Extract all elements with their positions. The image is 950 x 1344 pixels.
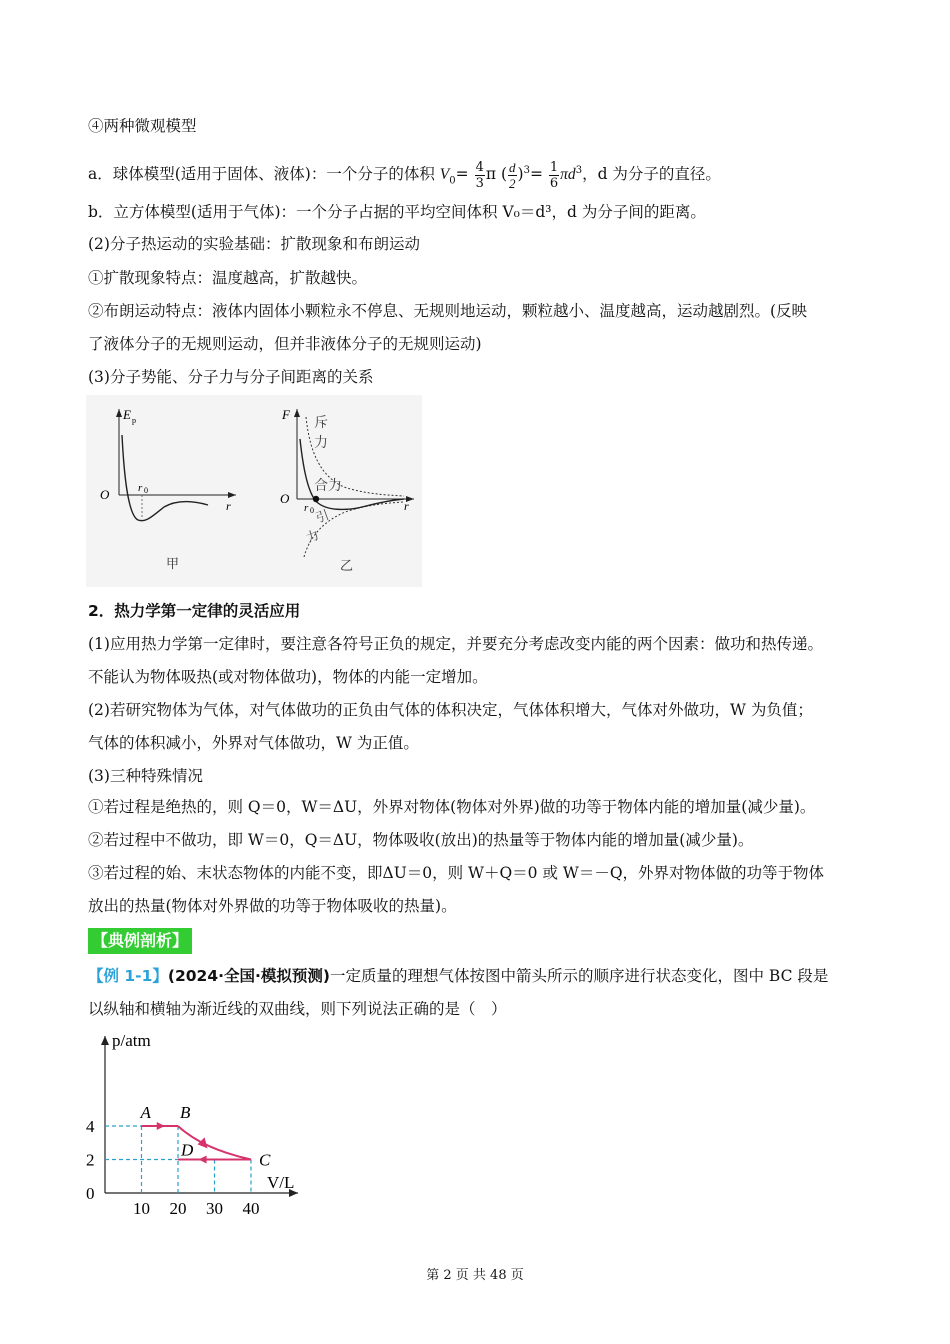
- pv-origin-label: 0: [86, 1184, 95, 1203]
- point-label-a: A: [140, 1103, 151, 1122]
- molecular-force-svg: [86, 395, 422, 587]
- f-r0-subscript: 0: [310, 506, 314, 515]
- sphere-model-prefix: a．球体模型(适用于固体、液体)：一个分子的体积: [88, 165, 435, 184]
- ep-r0-subscript: 0: [144, 486, 148, 495]
- f-caption: 乙: [340, 559, 354, 574]
- special-case-adiabatic: ①若过程是绝热的，则 Q＝0，W＝ΔU，外界对物体(物体对外界)做的功等于物体内能的增加量(减少量)。: [88, 798, 816, 816]
- f-x-label: r: [404, 499, 409, 513]
- ep-x-arrow: [228, 492, 236, 498]
- first-law-p1-line1: (1)应用热力学第一定律时，要注意各符号正负的规定，并要充分考虑改变内能的两个因素：做功和热传递。: [88, 635, 823, 653]
- ep-y-arrow: [116, 409, 122, 417]
- sphere-model-tail: ，d 为分子的直径。: [582, 165, 721, 184]
- brownian-feature-line1: ②布朗运动特点：液体内固体小颗粒永不停息、无规则地运动，颗粒越小、温度越高，运动越剧烈。(反映: [88, 302, 808, 320]
- repulsion-label-1: 斥: [314, 415, 328, 431]
- first-law-p2-line1: (2)若研究物体为气体，对气体做功的正负由气体的体积决定，气体体积增大，气体对外做功，W 为负值；: [88, 701, 813, 719]
- page-footer: 第 2 页 共 48 页: [426, 1268, 524, 1283]
- attraction-label-1: 引: [313, 508, 332, 527]
- example-question-line1: [88, 966, 828, 986]
- f-y-label: F: [282, 407, 290, 422]
- potential-force-heading: (3)分子势能、分子力与分子间距离的关系: [88, 368, 374, 386]
- cube-exponent: 3: [523, 165, 530, 176]
- pv-chart: [80, 1028, 320, 1218]
- ep-caption: 甲: [166, 557, 180, 572]
- resultant-label: 合力: [314, 478, 342, 494]
- fraction-four-thirds: $\frac{4}{3}$: [475, 159, 484, 191]
- pi-d-term: πd: [560, 166, 576, 184]
- special-case-constant-energy-line2: 放出的热量(物体对外界做的功等于物体吸收的热量)。: [88, 897, 457, 915]
- repulsion-label-2: 力: [314, 435, 328, 451]
- first-law-title: 2．热力学第一定律的灵活应用: [88, 602, 301, 620]
- molecular-force-figure: [86, 395, 422, 587]
- ep-y-label: E: [123, 407, 131, 422]
- pv-y-label: p/atm: [112, 1031, 151, 1050]
- pv-x-label: V/L: [267, 1173, 295, 1192]
- ep-origin: O: [100, 487, 110, 502]
- point-label-c: C: [259, 1150, 271, 1170]
- fraction-one-sixth: $\frac{1}{6}$: [549, 159, 559, 191]
- equals-sign-2: =: [529, 165, 543, 184]
- r0-point: [313, 496, 319, 502]
- ep-y-subscript: p: [132, 416, 136, 425]
- x-tick-label: 20: [169, 1199, 187, 1218]
- special-case-no-work: ②若过程中不做功，即 W＝0，Q＝ΔU，物体吸收(放出)的热量等于物体内能的增加量(减少量)。: [88, 831, 754, 849]
- example-text-a: 一定质量的理想气体按图中箭头所示的顺序进行状态变化，图中 BC 段是: [330, 967, 829, 985]
- fraction-d-over-2: $\frac{d}{2}$: [509, 159, 516, 191]
- brownian-heading: (2)分子热运动的实验基础：扩散现象和布朗运动: [88, 235, 420, 253]
- example-source: (2024·全国·模拟预测): [167, 967, 330, 985]
- cube-model-line: b．立方体模型(适用于气体)：一个分子占据的平均空间体积 V₀＝d³，d 为分子间的距离。: [88, 203, 706, 221]
- brownian-feature-line2: 了液体分子的无规则运动，但并非液体分子的无规则运动): [88, 335, 482, 353]
- y-tick-label: 4: [86, 1117, 95, 1136]
- diffusion-feature: ①扩散现象特点：温度越高，扩散越快。: [88, 269, 368, 287]
- volume-symbol: V: [439, 166, 450, 184]
- attraction-label-2: 力: [303, 528, 322, 547]
- f-r0-label: r: [304, 502, 309, 514]
- y-tick-label: 2: [86, 1150, 95, 1170]
- f-origin: O: [280, 491, 290, 506]
- special-case-constant-energy-line1: ③若过程的始、末状态物体的内能不变，即ΔU＝0，则 W＋Q＝0 或 W＝－Q，外界对物体做的功等于物体: [88, 864, 825, 882]
- ep-r0-label: r: [138, 482, 143, 494]
- example-section-heading: 【典例剖析】: [88, 928, 192, 954]
- first-law-p2-line2: 气体的体积减小，外界对气体做功，W 为正值。: [88, 734, 419, 752]
- ep-curve: [122, 435, 208, 521]
- arrow-bc: [198, 1137, 208, 1148]
- d-cube-exponent: 3: [575, 165, 583, 176]
- x-tick-label: 30: [206, 1199, 223, 1218]
- arrow-cd: [199, 1156, 207, 1164]
- first-law-p1-line2: 不能认为物体吸热(或对物体做功)，物体的内能一定增加。: [88, 668, 488, 686]
- ep-x-label: r: [226, 499, 231, 513]
- f-y-arrow: [294, 409, 300, 417]
- pi-symbol: π: [485, 165, 497, 184]
- equals-sign: =: [455, 165, 469, 184]
- pv-y-arrow: [101, 1036, 109, 1045]
- x-tick-label: 10: [133, 1199, 150, 1218]
- x-tick-label: 40: [242, 1199, 260, 1218]
- point-label-d: D: [181, 1140, 194, 1160]
- item-micro-models: ④两种微观模型: [88, 117, 197, 135]
- arrow-ab: [157, 1122, 165, 1130]
- point-label-b: B: [180, 1103, 191, 1122]
- example-question-line2: 以纵轴和横轴为渐近线的双曲线，则下列说法正确的是（ ）: [88, 1000, 507, 1018]
- volume-subscript: 0: [449, 175, 456, 187]
- sphere-model-line: a．球体模型(适用于固体、液体)：一个分子的体积 $V_0=$ $\frac{4}{3}$ π ( $\frac{d}{2}$ )$^3$= $\frac{1}{6}$ $\pi d^3$，d 为分子的直径。: [88, 159, 721, 191]
- special-cases-heading: (3)三种特殊情况: [88, 767, 203, 785]
- example-tag: 【例 1-1】: [88, 967, 168, 985]
